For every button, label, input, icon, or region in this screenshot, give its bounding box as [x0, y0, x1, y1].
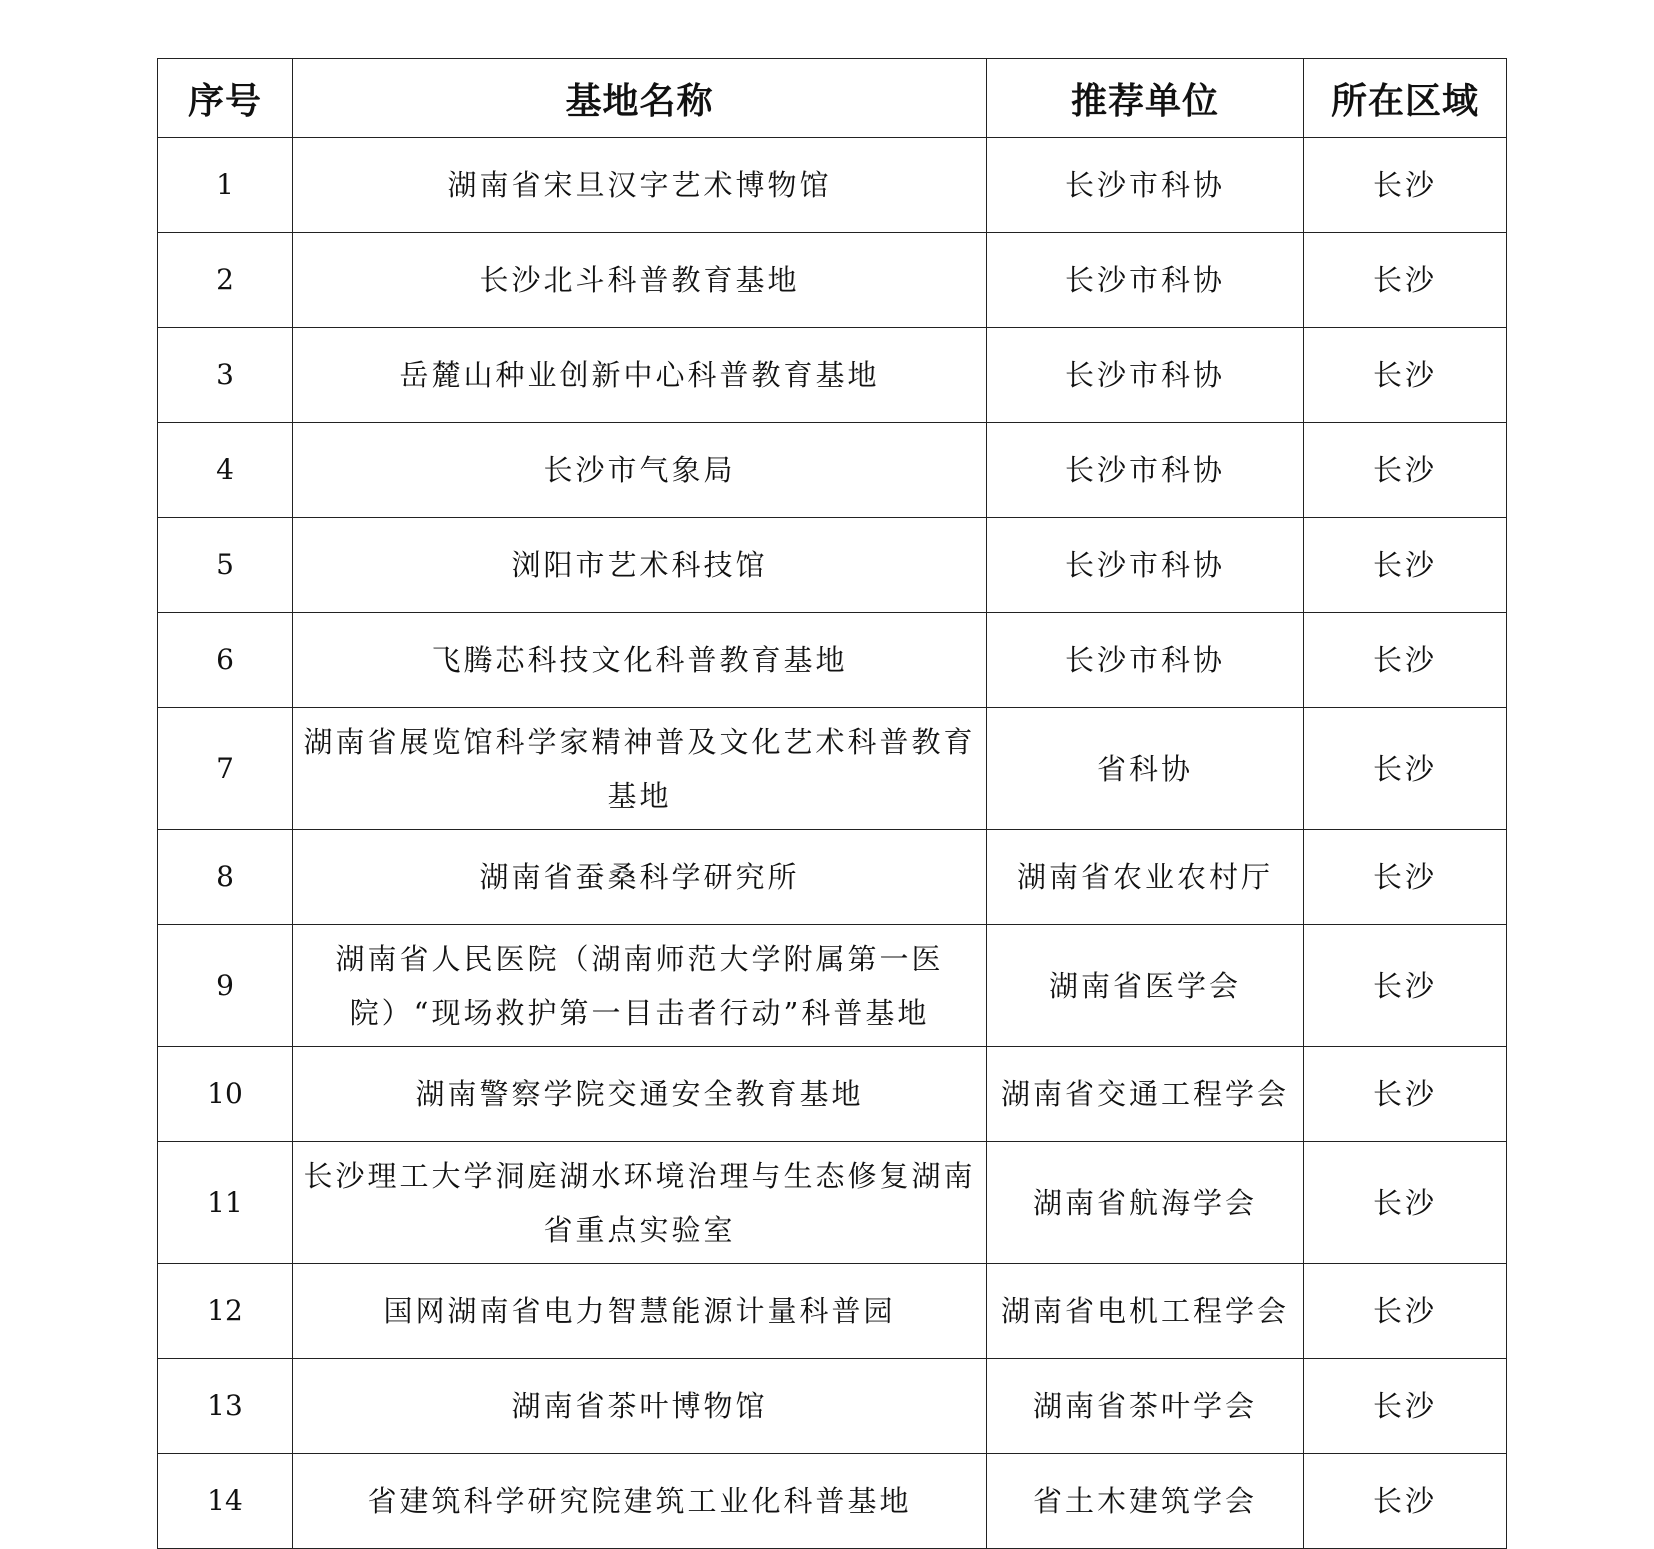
cell-serial-number: 10	[158, 1047, 293, 1142]
cell-recommending-unit: 长沙市科协	[987, 233, 1304, 328]
table-row	[158, 328, 1507, 423]
table-row	[158, 1454, 1507, 1549]
cell-region: 长沙	[1304, 830, 1507, 925]
table-row	[158, 613, 1507, 708]
cell-base-name: 湖南警察学院交通安全教育基地	[293, 1047, 987, 1142]
table-row	[158, 423, 1507, 518]
cell-region: 长沙	[1304, 1454, 1507, 1549]
cell-serial-number: 5	[158, 518, 293, 613]
table-row	[158, 1047, 1507, 1142]
cell-region: 长沙	[1304, 328, 1507, 423]
cell-serial-number: 1	[158, 138, 293, 233]
cell-serial-number: 3	[158, 328, 293, 423]
cell-recommending-unit: 长沙市科协	[987, 328, 1304, 423]
cell-base-name: 湖南省展览馆科学家精神普及文化艺术科普教育基地	[293, 708, 987, 830]
cell-recommending-unit: 长沙市科协	[987, 518, 1304, 613]
cell-region: 长沙	[1304, 1047, 1507, 1142]
cell-base-name: 湖南省人民医院（湖南师范大学附属第一医院）“现场救护第一目击者行动”科普基地	[293, 925, 987, 1047]
table-row	[158, 830, 1507, 925]
cell-recommending-unit: 湖南省电机工程学会	[987, 1264, 1304, 1359]
cell-serial-number: 8	[158, 830, 293, 925]
cell-base-name: 长沙理工大学洞庭湖水环境治理与生态修复湖南省重点实验室	[293, 1142, 987, 1264]
cell-base-name: 湖南省蚕桑科学研究所	[293, 830, 987, 925]
cell-base-name: 国网湖南省电力智慧能源计量科普园	[293, 1264, 987, 1359]
cell-region: 长沙	[1304, 138, 1507, 233]
table-row	[158, 233, 1507, 328]
cell-serial-number: 13	[158, 1359, 293, 1454]
cell-region: 长沙	[1304, 925, 1507, 1047]
cell-serial-number: 12	[158, 1264, 293, 1359]
cell-serial-number: 9	[158, 925, 293, 1047]
header-region: 所在区域	[1304, 59, 1507, 138]
table-row	[158, 708, 1507, 830]
bases-table	[157, 58, 1507, 1549]
cell-recommending-unit: 湖南省茶叶学会	[987, 1359, 1304, 1454]
header-base-name: 基地名称	[293, 59, 987, 138]
cell-base-name: 湖南省宋旦汉字艺术博物馆	[293, 138, 987, 233]
cell-base-name: 长沙北斗科普教育基地	[293, 233, 987, 328]
cell-recommending-unit: 长沙市科协	[987, 423, 1304, 518]
cell-recommending-unit: 湖南省航海学会	[987, 1142, 1304, 1264]
cell-recommending-unit: 省科协	[987, 708, 1304, 830]
cell-recommending-unit: 湖南省交通工程学会	[987, 1047, 1304, 1142]
bases-table-container	[157, 58, 1506, 1549]
cell-region: 长沙	[1304, 233, 1507, 328]
header-serial-number: 序号	[158, 59, 293, 138]
table-header-row	[158, 59, 1507, 138]
cell-recommending-unit: 湖南省农业农村厅	[987, 830, 1304, 925]
cell-base-name: 湖南省茶叶博物馆	[293, 1359, 987, 1454]
cell-base-name: 省建筑科学研究院建筑工业化科普基地	[293, 1454, 987, 1549]
table-row	[158, 518, 1507, 613]
cell-serial-number: 4	[158, 423, 293, 518]
cell-base-name: 长沙市气象局	[293, 423, 987, 518]
cell-region: 长沙	[1304, 1264, 1507, 1359]
cell-recommending-unit: 湖南省医学会	[987, 925, 1304, 1047]
table-row	[158, 1359, 1507, 1454]
cell-serial-number: 6	[158, 613, 293, 708]
cell-serial-number: 7	[158, 708, 293, 830]
table-row	[158, 925, 1507, 1047]
cell-base-name: 浏阳市艺术科技馆	[293, 518, 987, 613]
cell-serial-number: 11	[158, 1142, 293, 1264]
table-row	[158, 1264, 1507, 1359]
cell-recommending-unit: 长沙市科协	[987, 613, 1304, 708]
cell-base-name: 岳麓山种业创新中心科普教育基地	[293, 328, 987, 423]
table-row	[158, 1142, 1507, 1264]
cell-serial-number: 14	[158, 1454, 293, 1549]
cell-region: 长沙	[1304, 1142, 1507, 1264]
header-recommending-unit: 推荐单位	[987, 59, 1304, 138]
cell-region: 长沙	[1304, 518, 1507, 613]
cell-region: 长沙	[1304, 613, 1507, 708]
cell-recommending-unit: 省土木建筑学会	[987, 1454, 1304, 1549]
cell-region: 长沙	[1304, 423, 1507, 518]
table-row	[158, 138, 1507, 233]
cell-region: 长沙	[1304, 708, 1507, 830]
cell-recommending-unit: 长沙市科协	[987, 138, 1304, 233]
cell-base-name: 飞腾芯科技文化科普教育基地	[293, 613, 987, 708]
cell-region: 长沙	[1304, 1359, 1507, 1454]
cell-serial-number: 2	[158, 233, 293, 328]
